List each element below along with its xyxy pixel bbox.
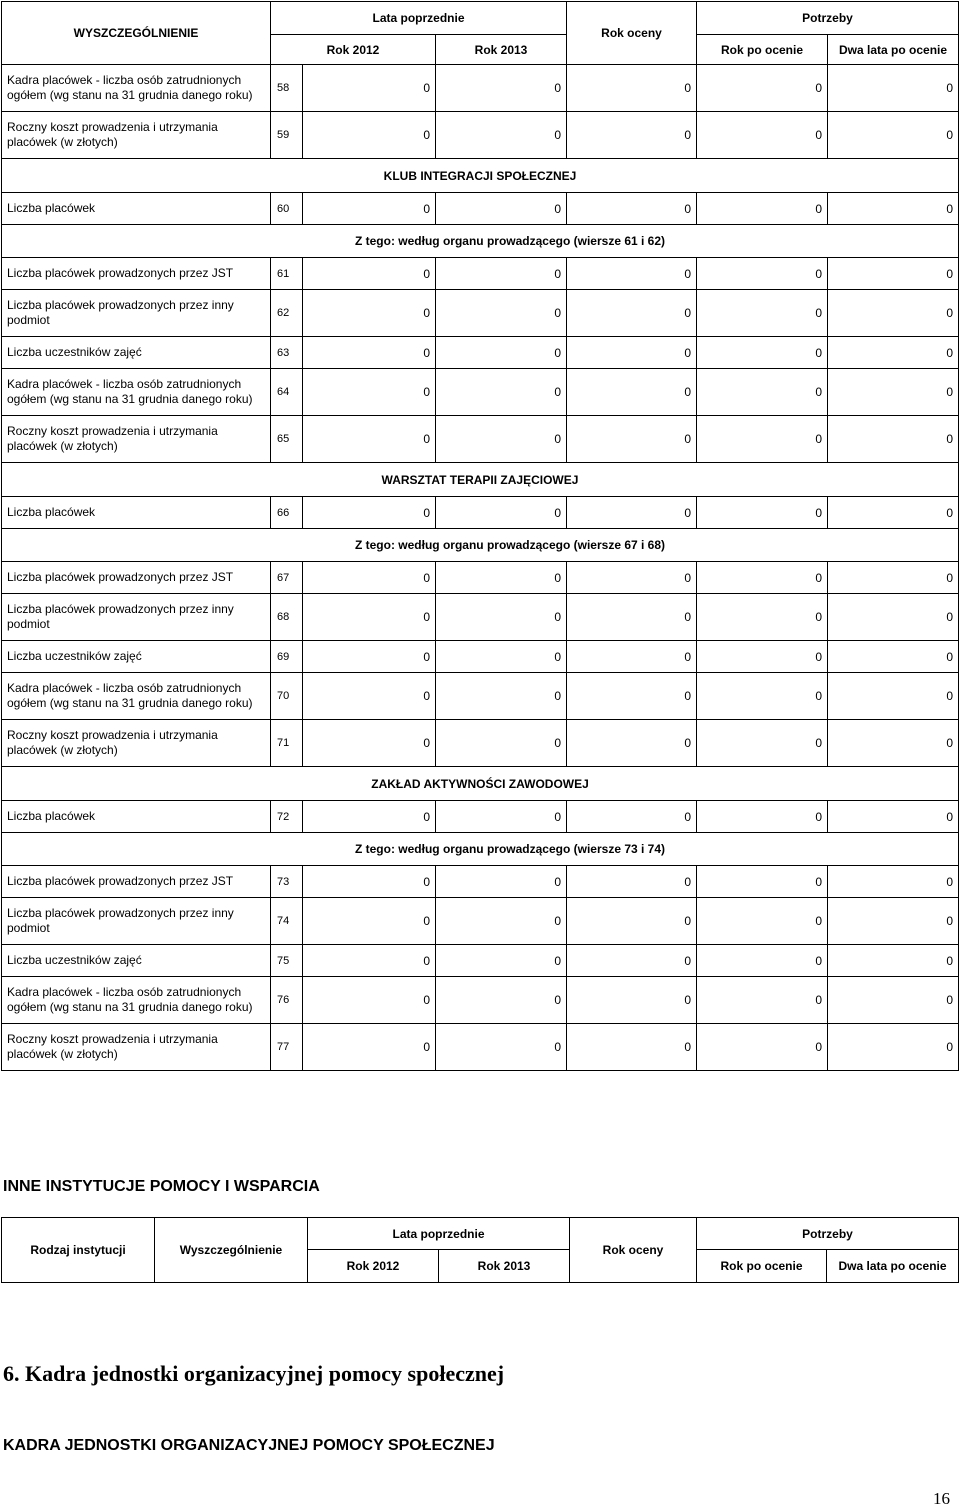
- header-two-years-after: Dwa lata po ocenie: [828, 35, 959, 65]
- inne-header-description: Wyszczególnienie: [155, 1218, 308, 1283]
- value-year-after: 0: [697, 801, 828, 833]
- value-rating-year: 0: [567, 641, 697, 673]
- value-two-years-after: 0: [828, 898, 959, 945]
- value-2013: 0: [436, 641, 567, 673]
- value-2013: 0: [436, 898, 567, 945]
- value-two-years-after: 0: [828, 112, 959, 159]
- row-label: Kadra placówek - liczba osób zatrudnionych ogółem (wg stanu na 31 grudnia danego roku): [2, 977, 271, 1024]
- header-rating-year: Rok oceny: [567, 2, 697, 65]
- value-two-years-after: 0: [828, 945, 959, 977]
- value-two-years-after: 0: [828, 337, 959, 369]
- header-previous-years: Lata poprzednie: [271, 2, 567, 35]
- row-number: 74: [271, 898, 303, 945]
- row-label: Liczba uczestników zajęć: [2, 337, 271, 369]
- header-year-2012: Rok 2012: [271, 35, 436, 65]
- row-number: 77: [271, 1024, 303, 1071]
- row-label: Kadra placówek - liczba osób zatrudnionych ogółem (wg stanu na 31 grudnia danego roku): [2, 369, 271, 416]
- table-row: [2, 594, 959, 641]
- value-2013: 0: [436, 497, 567, 529]
- row-number: 69: [271, 641, 303, 673]
- value-2013: 0: [436, 112, 567, 159]
- value-2012: 0: [303, 112, 436, 159]
- value-year-after: 0: [697, 562, 828, 594]
- row-label: Liczba placówek prowadzonych przez inny podmiot: [2, 594, 271, 641]
- value-2012: 0: [303, 641, 436, 673]
- value-2013: 0: [436, 193, 567, 225]
- table-row: [2, 497, 959, 529]
- value-2013: 0: [436, 977, 567, 1024]
- value-2013: 0: [436, 1024, 567, 1071]
- value-two-years-after: 0: [828, 977, 959, 1024]
- value-two-years-after: 0: [828, 369, 959, 416]
- value-2013: 0: [436, 562, 567, 594]
- value-year-after: 0: [697, 65, 828, 112]
- subheading-text: Z tego: według organu prowadzącego (wiersze 67 i 68): [2, 529, 959, 562]
- value-2012: 0: [303, 977, 436, 1024]
- row-number: 67: [271, 562, 303, 594]
- value-year-after: 0: [697, 193, 828, 225]
- row-number: 66: [271, 497, 303, 529]
- row-label: Liczba placówek: [2, 193, 271, 225]
- subheading-row: [2, 225, 959, 258]
- value-2012: 0: [303, 497, 436, 529]
- value-year-after: 0: [697, 258, 828, 290]
- row-label: Roczny koszt prowadzenia i utrzymania placówek (w złotych): [2, 1024, 271, 1071]
- value-rating-year: 0: [567, 720, 697, 767]
- row-number: 76: [271, 977, 303, 1024]
- subheading-row: [2, 833, 959, 866]
- table-row: [2, 945, 959, 977]
- value-2012: 0: [303, 562, 436, 594]
- row-label: Liczba placówek prowadzonych przez JST: [2, 562, 271, 594]
- value-2012: 0: [303, 720, 436, 767]
- kadra-title: KADRA JEDNOSTKI ORGANIZACYJNEJ POMOCY SPOŁECZNEJ: [3, 1437, 495, 1454]
- value-year-after: 0: [697, 594, 828, 641]
- value-2013: 0: [436, 945, 567, 977]
- row-label: Liczba placówek: [2, 497, 271, 529]
- value-year-after: 0: [697, 673, 828, 720]
- value-2012: 0: [303, 193, 436, 225]
- table-row: [2, 898, 959, 945]
- table-header: [2, 2, 959, 65]
- value-2013: 0: [436, 369, 567, 416]
- header-year-2013: Rok 2013: [436, 35, 567, 65]
- inne-header-two-years-after: Dwa lata po ocenie: [827, 1250, 959, 1283]
- row-label: Liczba placówek prowadzonych przez JST: [2, 866, 271, 898]
- value-two-years-after: 0: [828, 1024, 959, 1071]
- value-two-years-after: 0: [828, 562, 959, 594]
- value-2012: 0: [303, 866, 436, 898]
- value-2013: 0: [436, 65, 567, 112]
- value-2013: 0: [436, 290, 567, 337]
- value-year-after: 0: [697, 416, 828, 463]
- value-2012: 0: [303, 290, 436, 337]
- header-description: WYSZCZEGÓLNIENIE: [2, 2, 271, 65]
- table-row: [2, 193, 959, 225]
- section-title: KLUB INTEGRACJI SPOŁECZNEJ: [2, 159, 959, 193]
- table-row: [2, 112, 959, 159]
- inne-header-year-after: Rok po ocenie: [697, 1250, 827, 1283]
- value-2013: 0: [436, 258, 567, 290]
- value-2012: 0: [303, 1024, 436, 1071]
- row-number: 65: [271, 416, 303, 463]
- header-year-after: Rok po ocenie: [697, 35, 828, 65]
- value-year-after: 0: [697, 720, 828, 767]
- statistics-table: [1, 1, 959, 1071]
- row-number: 75: [271, 945, 303, 977]
- row-label: Kadra placówek - liczba osób zatrudnionych ogółem (wg stanu na 31 grudnia danego roku): [2, 65, 271, 112]
- value-rating-year: 0: [567, 65, 697, 112]
- value-rating-year: 0: [567, 1024, 697, 1071]
- value-2013: 0: [436, 416, 567, 463]
- value-rating-year: 0: [567, 258, 697, 290]
- row-number: 58: [271, 65, 303, 112]
- table-row: [2, 416, 959, 463]
- value-rating-year: 0: [567, 898, 697, 945]
- value-rating-year: 0: [567, 673, 697, 720]
- row-number: 73: [271, 866, 303, 898]
- value-rating-year: 0: [567, 801, 697, 833]
- value-2013: 0: [436, 801, 567, 833]
- value-year-after: 0: [697, 1024, 828, 1071]
- value-two-years-after: 0: [828, 258, 959, 290]
- value-two-years-after: 0: [828, 720, 959, 767]
- value-year-after: 0: [697, 945, 828, 977]
- value-year-after: 0: [697, 866, 828, 898]
- value-2013: 0: [436, 866, 567, 898]
- value-two-years-after: 0: [828, 673, 959, 720]
- section-row: [2, 463, 959, 497]
- value-rating-year: 0: [567, 497, 697, 529]
- value-rating-year: 0: [567, 945, 697, 977]
- row-label: Liczba uczestników zajęć: [2, 641, 271, 673]
- inne-header-rating-year: Rok oceny: [570, 1218, 697, 1283]
- table-row: [2, 562, 959, 594]
- row-label: Roczny koszt prowadzenia i utrzymania placówek (w złotych): [2, 112, 271, 159]
- value-two-years-after: 0: [828, 866, 959, 898]
- table-row: [2, 258, 959, 290]
- value-2013: 0: [436, 594, 567, 641]
- value-year-after: 0: [697, 112, 828, 159]
- row-label: Liczba placówek prowadzonych przez JST: [2, 258, 271, 290]
- row-label: Liczba uczestników zajęć: [2, 945, 271, 977]
- value-two-years-after: 0: [828, 193, 959, 225]
- value-rating-year: 0: [567, 337, 697, 369]
- inne-table: [1, 1217, 959, 1283]
- row-number: 59: [271, 112, 303, 159]
- table-row: [2, 65, 959, 112]
- row-number: 64: [271, 369, 303, 416]
- table-row: [2, 673, 959, 720]
- value-two-years-after: 0: [828, 801, 959, 833]
- value-rating-year: 0: [567, 112, 697, 159]
- table-row: [2, 801, 959, 833]
- table-row: [2, 641, 959, 673]
- value-year-after: 0: [697, 369, 828, 416]
- value-rating-year: 0: [567, 369, 697, 416]
- section-title: ZAKŁAD AKTYWNOŚCI ZAWODOWEJ: [2, 767, 959, 801]
- value-two-years-after: 0: [828, 594, 959, 641]
- value-2012: 0: [303, 337, 436, 369]
- table-row: [2, 866, 959, 898]
- row-label: Roczny koszt prowadzenia i utrzymania placówek (w złotych): [2, 720, 271, 767]
- value-two-years-after: 0: [828, 641, 959, 673]
- value-2012: 0: [303, 945, 436, 977]
- row-number: 62: [271, 290, 303, 337]
- inne-header-previous-years: Lata poprzednie: [308, 1218, 570, 1250]
- table-row: [2, 337, 959, 369]
- inne-title: INNE INSTYTUCJE POMOCY I WSPARCIA: [3, 1178, 320, 1195]
- subheading-row: [2, 529, 959, 562]
- section-6-heading: 6. Kadra jednostki organizacyjnej pomocy społecznej: [3, 1361, 505, 1386]
- inne-header-year-2013: Rok 2013: [439, 1250, 570, 1283]
- row-label: Kadra placówek - liczba osób zatrudnionych ogółem (wg stanu na 31 grudnia danego roku): [2, 673, 271, 720]
- value-rating-year: 0: [567, 594, 697, 641]
- row-label: Liczba placówek prowadzonych przez inny podmiot: [2, 898, 271, 945]
- value-2012: 0: [303, 673, 436, 720]
- row-number: 60: [271, 193, 303, 225]
- value-rating-year: 0: [567, 562, 697, 594]
- subheading-text: Z tego: według organu prowadzącego (wiersze 61 i 62): [2, 225, 959, 258]
- value-two-years-after: 0: [828, 290, 959, 337]
- value-two-years-after: 0: [828, 497, 959, 529]
- value-rating-year: 0: [567, 416, 697, 463]
- page-number: 16: [933, 1489, 950, 1508]
- value-year-after: 0: [697, 641, 828, 673]
- row-number: 70: [271, 673, 303, 720]
- row-label: Liczba placówek: [2, 801, 271, 833]
- value-rating-year: 0: [567, 193, 697, 225]
- section-title: WARSZTAT TERAPII ZAJĘCIOWEJ: [2, 463, 959, 497]
- value-2012: 0: [303, 898, 436, 945]
- value-two-years-after: 0: [828, 416, 959, 463]
- row-number: 61: [271, 258, 303, 290]
- table-row: [2, 369, 959, 416]
- value-2012: 0: [303, 594, 436, 641]
- inne-header-type: Rodzaj instytucji: [2, 1218, 155, 1283]
- value-year-after: 0: [697, 337, 828, 369]
- table-row: [2, 1024, 959, 1071]
- row-number: 68: [271, 594, 303, 641]
- value-rating-year: 0: [567, 977, 697, 1024]
- table-row: [2, 290, 959, 337]
- value-2012: 0: [303, 416, 436, 463]
- value-2013: 0: [436, 720, 567, 767]
- section-row: [2, 767, 959, 801]
- value-2013: 0: [436, 337, 567, 369]
- value-2012: 0: [303, 65, 436, 112]
- value-year-after: 0: [697, 497, 828, 529]
- subheading-text: Z tego: według organu prowadzącego (wiersze 73 i 74): [2, 833, 959, 866]
- value-two-years-after: 0: [828, 65, 959, 112]
- table-row: [2, 977, 959, 1024]
- value-rating-year: 0: [567, 866, 697, 898]
- value-2013: 0: [436, 673, 567, 720]
- value-rating-year: 0: [567, 290, 697, 337]
- section-row: [2, 159, 959, 193]
- value-2012: 0: [303, 801, 436, 833]
- value-2012: 0: [303, 369, 436, 416]
- table-body: [2, 65, 959, 1071]
- value-year-after: 0: [697, 290, 828, 337]
- inne-header-year-2012: Rok 2012: [308, 1250, 439, 1283]
- value-2012: 0: [303, 258, 436, 290]
- table-row: [2, 720, 959, 767]
- value-year-after: 0: [697, 898, 828, 945]
- row-label: Liczba placówek prowadzonych przez inny podmiot: [2, 290, 271, 337]
- value-year-after: 0: [697, 977, 828, 1024]
- row-number: 71: [271, 720, 303, 767]
- header-needs: Potrzeby: [697, 2, 959, 35]
- row-number: 72: [271, 801, 303, 833]
- row-label: Roczny koszt prowadzenia i utrzymania placówek (w złotych): [2, 416, 271, 463]
- row-number: 63: [271, 337, 303, 369]
- inne-header-needs: Potrzeby: [697, 1218, 959, 1250]
